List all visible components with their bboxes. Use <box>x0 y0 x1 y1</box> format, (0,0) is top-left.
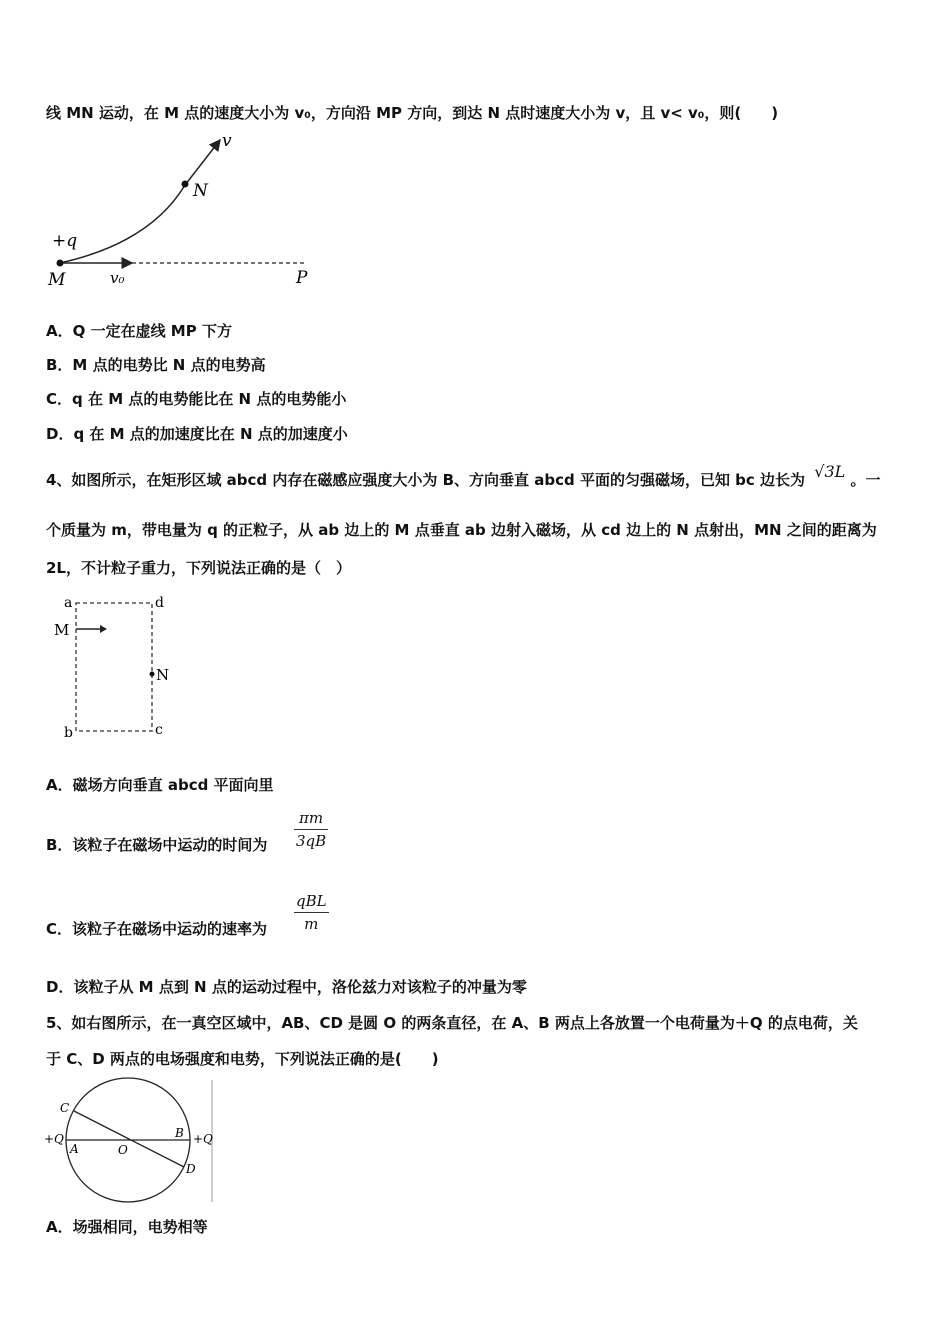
q4-stem-line1 <box>46 462 881 490</box>
point-n-dot <box>182 181 189 188</box>
corner-c: c <box>155 722 163 738</box>
q5-stem-line1: 5、如右图所示，在一真空区域中，AB、CD 是圆 O 的两条直径，在 A、B 两点上各放置一个电荷量为＋Q 的点电荷，关 <box>46 1014 858 1032</box>
label-d: D <box>186 1162 196 1176</box>
fraction-denominator: m <box>294 912 329 933</box>
point-n-dot <box>150 672 155 677</box>
label-left-q: +Q <box>44 1132 64 1146</box>
q4-stem-line1-b: 。一 <box>850 471 881 489</box>
q4-stem-line2: 个质量为 m，带电量为 q 的正粒子，从 ab 边上的 M 点垂直 ab 边射入磁场，从 cd 边上的 N 点射出，MN 之间的距离为 <box>46 521 877 539</box>
q3-option-c[interactable]: C．q 在 M 点的电势能比在 N 点的电势能小 <box>46 390 347 408</box>
label-m: M <box>48 270 66 290</box>
q5-stem-line2: 于 C、D 两点的电场强度和电势，下列说法正确的是( ) <box>46 1050 439 1068</box>
q3-option-d[interactable]: D．q 在 M 点的加速度比在 N 点的加速度小 <box>46 425 348 443</box>
q4-option-c[interactable]: C．该粒子在磁场中运动的速率为 <box>46 920 268 938</box>
q3-option-b[interactable]: B．M 点的电势比 N 点的电势高 <box>46 356 266 374</box>
label-right-q: +Q <box>193 1132 213 1146</box>
fraction-denominator: 3qB <box>294 829 328 850</box>
q4-sqrt-expression: √3L <box>814 462 846 481</box>
fraction-numerator: πm <box>299 809 324 827</box>
q5-option-a[interactable]: A．场强相同，电势相等 <box>46 1218 208 1236</box>
label-v0: v₀ <box>110 269 125 287</box>
fraction-numerator: qBL <box>296 892 327 910</box>
q4-option-b-fraction <box>294 809 328 850</box>
particle-arrowhead <box>100 625 107 633</box>
q4-figure <box>44 588 184 748</box>
q3-option-a[interactable]: A．Q 一定在虚线 MP 下方 <box>46 322 232 340</box>
label-m: M <box>54 621 70 639</box>
corner-b: b <box>64 725 73 741</box>
point-m-dot <box>57 260 64 267</box>
q4-option-a[interactable]: A．磁场方向垂直 abcd 平面向里 <box>46 776 274 794</box>
q4-stem-line1-a: 4、如图所示，在矩形区域 abcd 内存在磁感应强度大小为 B、方向垂直 abcd 平面的匀强磁场，已知 bc 边长为 <box>46 471 806 489</box>
label-v: v <box>222 131 232 151</box>
label-p: P <box>296 268 308 288</box>
label-b: B <box>175 1126 184 1140</box>
q3-figure <box>40 128 340 293</box>
label-a: A <box>70 1142 79 1156</box>
q4-option-d[interactable]: D．该粒子从 M 点到 N 点的运动过程中，洛伦兹力对该粒子的冲量为零 <box>46 978 527 996</box>
corner-a: a <box>64 595 73 611</box>
label-n: N <box>193 181 208 201</box>
label-q: +q <box>52 231 78 251</box>
trajectory-curve <box>60 140 220 263</box>
label-o: O <box>118 1143 128 1157</box>
label-n: N <box>156 666 170 684</box>
magnetic-region-rect <box>76 603 152 731</box>
q4-option-c-fraction <box>294 892 329 933</box>
label-c: C <box>60 1101 70 1115</box>
q4-stem-line3: 2L，不计粒子重力，下列说法正确的是（ ） <box>46 559 351 577</box>
q3-stem-tail: 线 MN 运动，在 M 点的速度大小为 v₀，方向沿 MP 方向，到达 N 点时速度大小为 v，且 v< v₀，则( ) <box>46 104 779 122</box>
q4-option-b[interactable]: B．该粒子在磁场中运动的时间为 <box>46 836 268 854</box>
q5-figure <box>42 1076 217 1206</box>
corner-d: d <box>155 595 164 611</box>
diameter-cd <box>74 1111 184 1167</box>
